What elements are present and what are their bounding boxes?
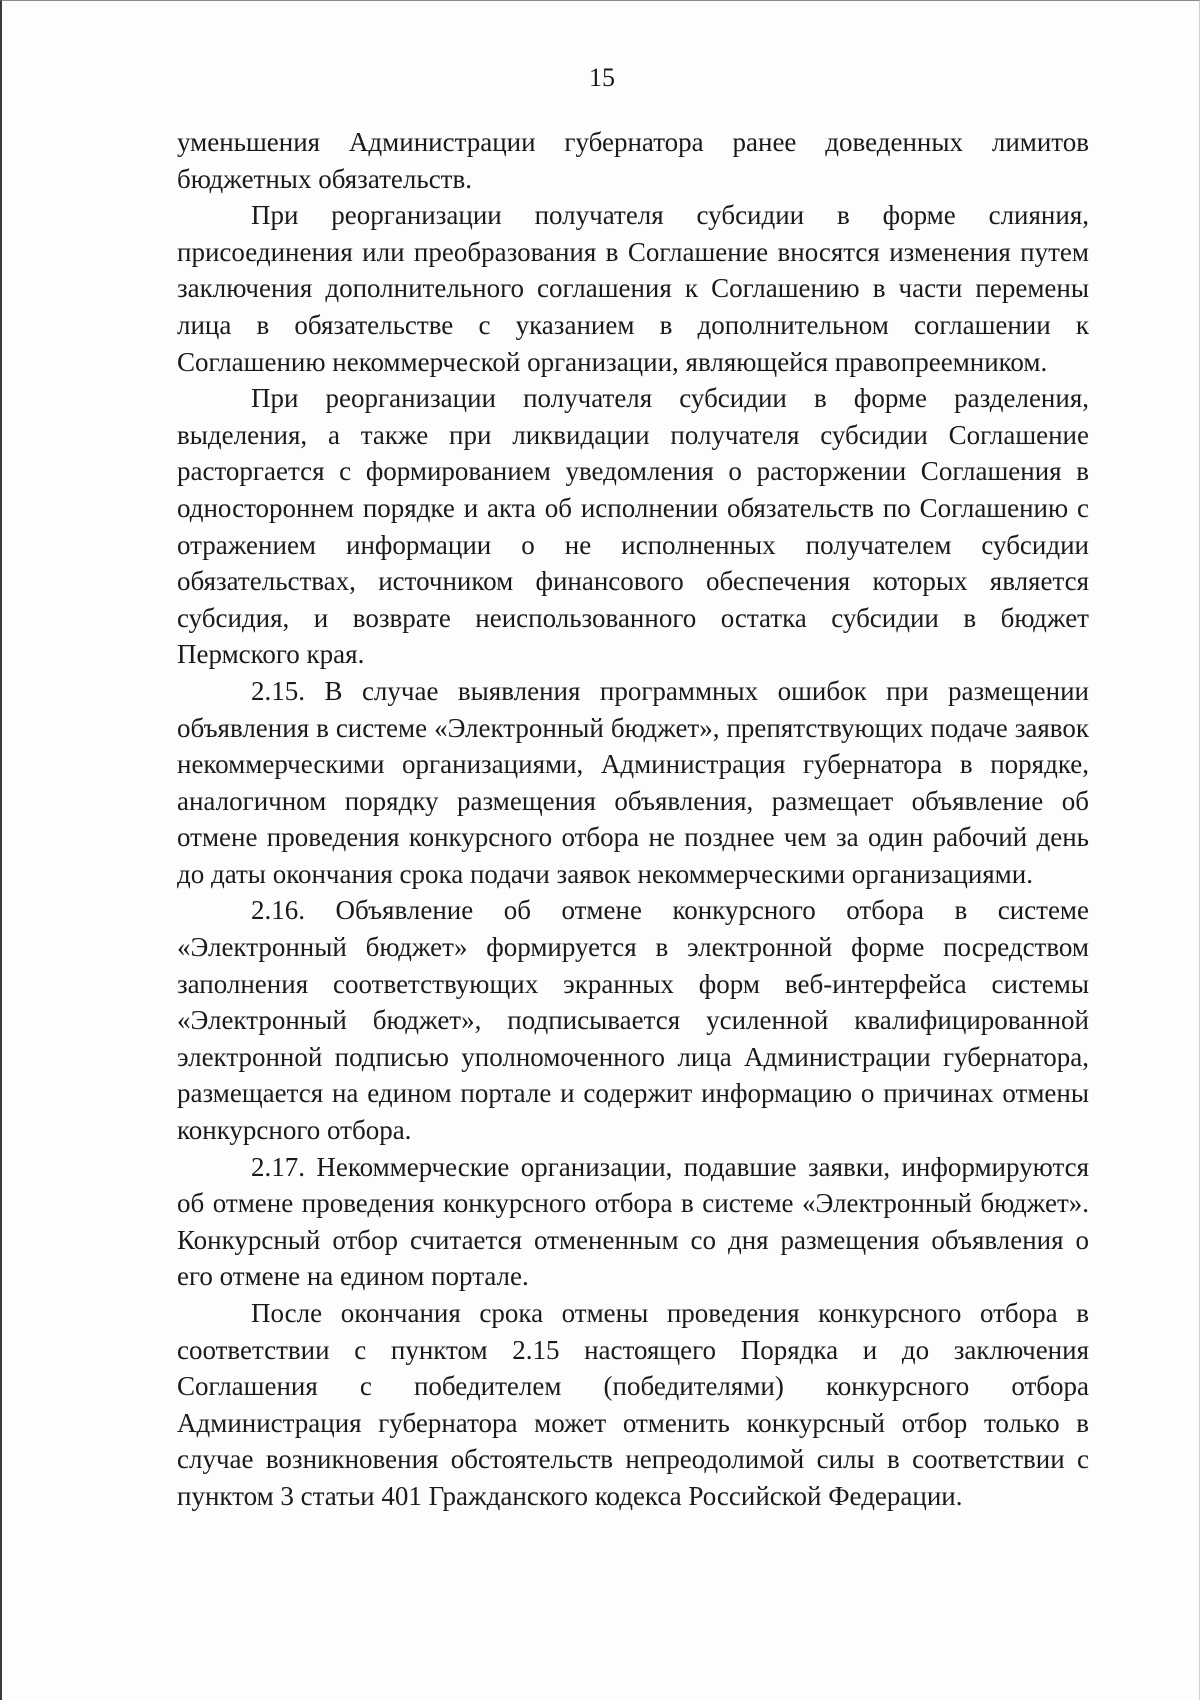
paragraph-continuation: уменьшения Администрации губернатора ранее доведенных лимитов бюджетных обязательств. [177,127,1089,194]
paragraph-split-reorganization: При реорганизации получателя субсидии в форме разделения, выделения, а также при ликвидации получателя субсидии Соглашение расторгается с формированием уведомления о расторжении Соглашения в одностороннем порядке и акта об исполнении обязательств по Соглашению с отражением информации о не исполненных получателем субсидии обязательствах, источником финансового обеспечения которых является субсидия, и возврате неиспользованного остатка субсидии в бюджет Пермского края. [177,383,1089,670]
paragraph-merger-reorganization: При реорганизации получателя субсидии в форме слияния, присоединения или преобразования в Соглашение вносятся изменения путем заключения дополнительного соглашения к Соглашению в части перемены лица в обязательстве с указанием в дополнительном соглашении к Соглашению некоммерческой организации, являющейся правопреемником. [177,200,1089,377]
page-number: 15 [589,63,615,92]
clause-2-17: 2.17. Некоммерческие организации, подавшие заявки, информируются об отмене проведения конкурсного отбора в системе «Электронный бюджет». Конкурсный отбор считается отмененным со дня размещения объявления о его отмене на едином портале. [177,1151,1089,1292]
document-body [177,124,1089,1515]
paragraph-force-majeure: После окончания срока отмены проведения конкурсного отбора в соответствии с пунктом 2.15 настоящего Порядка и до заключения Соглашения с победителем (победителями) конкурсного отбора Администрация губернатора может отменить конкурсный отбор только в случае возникновения обстоятельств непреодолимой силы в соответствии с пунктом 3 статьи 401 Гражданского кодекса Российской Федерации. [177,1298,1089,1511]
clause-2-15: 2.15. В случае выявления программных ошибок при размещении объявления в системе «Электронный бюджет», препятствующих подаче заявок некоммерческими организациями, Администрация губернатора в порядке, аналогичном порядку размещения объявления, размещает объявление об отмене проведения конкурсного отбора не позднее чем за один рабочий день до даты окончания срока подачи заявок некоммерческими организациями. [177,675,1089,889]
clause-2-16: 2.16. Объявление об отмене конкурсного отбора в системе «Электронный бюджет» формируется в электронной форме посредством заполнения соответствующих экранных форм веб-интерфейса системы «Электронный бюджет», подписывается усиленной квалифицированной электронной подписью уполномоченного лица Администрации губернатора, размещается на едином портале и содержит информацию о причинах отмены конкурсного отбора. [177,895,1089,1146]
